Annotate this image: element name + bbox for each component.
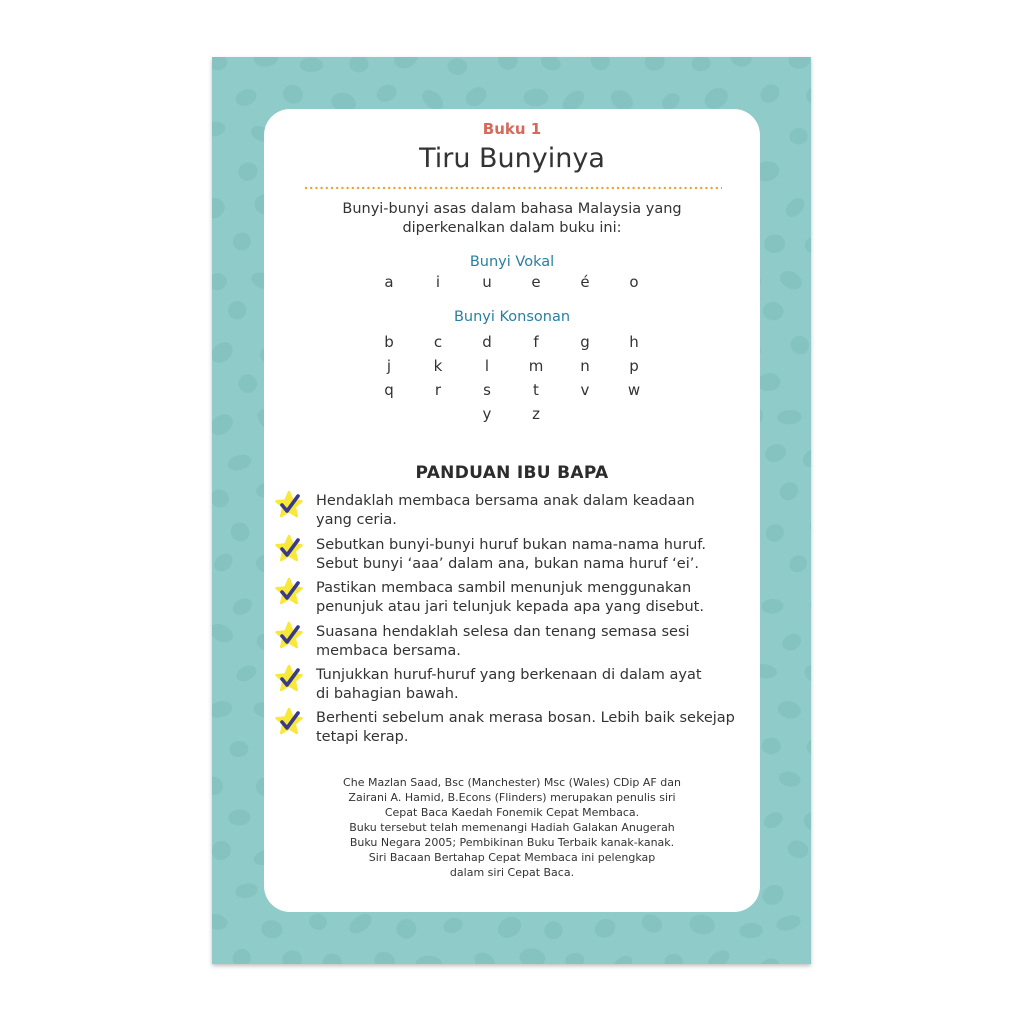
divider-dot <box>383 187 385 189</box>
divider-dot <box>471 187 473 189</box>
consonant-letter: j <box>386 357 392 375</box>
divider-dot <box>508 187 510 189</box>
divider-dot <box>601 187 603 189</box>
author-note-line: Siri Bacaan Bertahap Cepat Membaca ini pelengkap <box>368 851 656 864</box>
divider-dot <box>513 187 515 189</box>
divider-dot <box>534 187 536 189</box>
consonant-letter: s <box>483 381 491 399</box>
dotted-divider <box>304 186 722 190</box>
star-check-icon <box>274 534 304 564</box>
guide-item-line: yang ceria. <box>316 512 397 528</box>
series-label: Buku 1 <box>482 120 542 138</box>
divider-dot <box>622 187 624 189</box>
divider-dot <box>357 187 359 189</box>
divider-dot <box>305 187 307 189</box>
consonant-letter: d <box>482 333 492 351</box>
guide-item-line: Sebutkan bunyi-bunyi huruf bukan nama-nama huruf. <box>316 537 706 553</box>
divider-dot <box>378 187 380 189</box>
consonant-letter: n <box>580 357 590 375</box>
divider-dot <box>612 187 614 189</box>
guide-item-line: penunjuk atau jari telunjuk kepada apa yang disebut. <box>316 599 704 615</box>
author-note-line: Zairani A. Hamid, B.Econs (Flinders) merupakan penulis siri <box>348 791 676 804</box>
consonant-letter: t <box>533 381 539 399</box>
vowel-letter: i <box>435 273 441 291</box>
guide-item-line: Hendaklah membaca bersama anak dalam keadaan <box>316 493 695 509</box>
divider-dot <box>518 187 520 189</box>
author-note <box>284 775 740 880</box>
consonant-letter: g <box>580 333 590 351</box>
guide-item-line: Berhenti sebelum anak merasa bosan. Lebih baik sekejap <box>316 710 735 726</box>
divider-dot <box>346 187 348 189</box>
divider-dot <box>440 187 442 189</box>
divider-dot <box>549 187 551 189</box>
divider-dot <box>606 187 608 189</box>
divider-dot <box>596 187 598 189</box>
consonant-letter: p <box>629 357 639 375</box>
divider-dot <box>700 187 702 189</box>
divider-dot <box>414 187 416 189</box>
divider-dot <box>388 187 390 189</box>
divider-dot <box>690 187 692 189</box>
divider-dot <box>674 187 676 189</box>
divider-dot <box>554 187 556 189</box>
divider-dot <box>430 187 432 189</box>
book-title: Tiru Bunyinya <box>419 143 605 174</box>
cover-spot <box>300 58 323 73</box>
star-check-icon <box>274 490 304 520</box>
intro-line: diperkenalkan dalam buku ini: <box>402 220 622 236</box>
divider-dot <box>721 187 722 189</box>
divider-dot <box>476 187 478 189</box>
intro-text <box>304 200 720 238</box>
divider-dot <box>398 187 400 189</box>
divider-dot <box>528 187 530 189</box>
consonant-letter: c <box>433 333 443 351</box>
divider-dot <box>643 187 645 189</box>
consonant-letter: l <box>484 357 490 375</box>
vowel-letter: u <box>482 273 492 291</box>
divider-dot <box>575 187 577 189</box>
divider-dot <box>502 187 504 189</box>
divider-dot <box>320 187 322 189</box>
author-note-line: Buku tersebut telah memenangi Hadiah Galakan Anugerah <box>349 821 675 834</box>
consonant-letter: w <box>627 381 641 399</box>
vowel-label: Bunyi Vokal <box>469 254 555 270</box>
divider-dot <box>669 187 671 189</box>
consonant-letter: m <box>528 357 544 375</box>
divider-dot <box>424 187 426 189</box>
guide-item-text <box>316 579 752 617</box>
divider-dot <box>695 187 697 189</box>
vowel-letter: e <box>531 273 541 291</box>
content-card <box>264 109 760 912</box>
divider-dot <box>331 187 333 189</box>
guide-item-text <box>316 536 752 574</box>
star-check-icon <box>274 577 304 607</box>
divider-dot <box>404 187 406 189</box>
divider-dot <box>679 187 681 189</box>
divider-dot <box>586 187 588 189</box>
guide-item-line: Suasana hendaklah selesa dan tenang semasa sesi <box>316 624 690 640</box>
consonant-letter: r <box>434 381 442 399</box>
consonant-label: Bunyi Konsonan <box>453 309 571 325</box>
consonant-letter: y <box>482 405 492 423</box>
divider-dot <box>352 187 354 189</box>
divider-dot <box>627 187 629 189</box>
divider-dot <box>362 187 364 189</box>
consonant-letter: h <box>629 333 639 351</box>
consonant-letter: v <box>580 381 590 399</box>
divider-dot <box>450 187 452 189</box>
divider-dot <box>539 187 541 189</box>
divider-dot <box>456 187 458 189</box>
divider-dot <box>632 187 634 189</box>
divider-dot <box>372 187 374 189</box>
star-check-icon <box>274 707 304 737</box>
divider-dot <box>648 187 650 189</box>
author-note-line: dalam siri Cepat Baca. <box>449 866 575 879</box>
divider-dot <box>409 187 411 189</box>
vowel-letter: é <box>580 273 590 291</box>
divider-dot <box>544 187 546 189</box>
book-back-cover <box>212 57 811 964</box>
divider-dot <box>591 187 593 189</box>
guide-title: PANDUAN IBU BAPA <box>415 463 609 483</box>
guide-item-line: di bahagian bawah. <box>316 686 459 702</box>
divider-dot <box>367 187 369 189</box>
divider-dot <box>716 187 718 189</box>
divider-dot <box>580 187 582 189</box>
divider-dot <box>341 187 343 189</box>
divider-dot <box>710 187 712 189</box>
consonant-letter: f <box>533 333 539 351</box>
author-note-line: Buku Negara 2005; Pembikinan Buku Terbaik kanak-kanak. <box>349 836 675 849</box>
divider-dot <box>326 187 328 189</box>
guide-item-text <box>316 623 752 661</box>
guide-item-line: tetapi kerap. <box>316 729 409 745</box>
guide-item-text <box>316 492 752 530</box>
guide-item-line: Tunjukkan huruf-huruf yang berkenaan di dalam ayat <box>316 667 702 683</box>
guide-item-text <box>316 709 752 747</box>
author-note-line: Cepat Baca Kaedah Fonemik Cepat Membaca. <box>384 806 640 819</box>
consonant-letter: q <box>384 381 394 399</box>
guide-item-text <box>316 666 752 704</box>
divider-dot <box>560 187 562 189</box>
guide-item-line: membaca bersama. <box>316 643 461 659</box>
intro-line: Bunyi-bunyi asas dalam bahasa Malaysia yang <box>342 201 682 217</box>
divider-dot <box>466 187 468 189</box>
guide-item-line: Pastikan membaca sambil menunjuk menggunakan <box>316 580 692 596</box>
divider-dot <box>492 187 494 189</box>
divider-dot <box>315 187 317 189</box>
vowel-letter: o <box>629 273 639 291</box>
star-check-icon <box>274 621 304 651</box>
star-check-icon <box>274 664 304 694</box>
divider-dot <box>684 187 686 189</box>
divider-dot <box>705 187 707 189</box>
consonant-letter: z <box>532 405 540 423</box>
guide-item-line: Sebut bunyi ‘aaa’ dalam ana, bukan nama huruf ‘ei’. <box>316 556 699 572</box>
vowel-letter: a <box>384 273 394 291</box>
divider-dot <box>664 187 666 189</box>
divider-dot <box>435 187 437 189</box>
consonant-letter: b <box>384 333 394 351</box>
divider-dot <box>653 187 655 189</box>
divider-dot <box>638 187 640 189</box>
divider-dot <box>497 187 499 189</box>
divider-dot <box>658 187 660 189</box>
divider-dot <box>445 187 447 189</box>
divider-dot <box>461 187 463 189</box>
divider-dot <box>393 187 395 189</box>
divider-dot <box>419 187 421 189</box>
divider-dot <box>523 187 525 189</box>
divider-dot <box>617 187 619 189</box>
divider-dot <box>336 187 338 189</box>
author-note-line: Che Mazlan Saad, Bsc (Manchester) Msc (Wales) CDip AF dan <box>343 776 681 789</box>
consonant-letter: k <box>433 357 443 375</box>
divider-dot <box>565 187 567 189</box>
divider-dot <box>482 187 484 189</box>
divider-dot <box>570 187 572 189</box>
divider-dot <box>487 187 489 189</box>
divider-dot <box>310 187 312 189</box>
